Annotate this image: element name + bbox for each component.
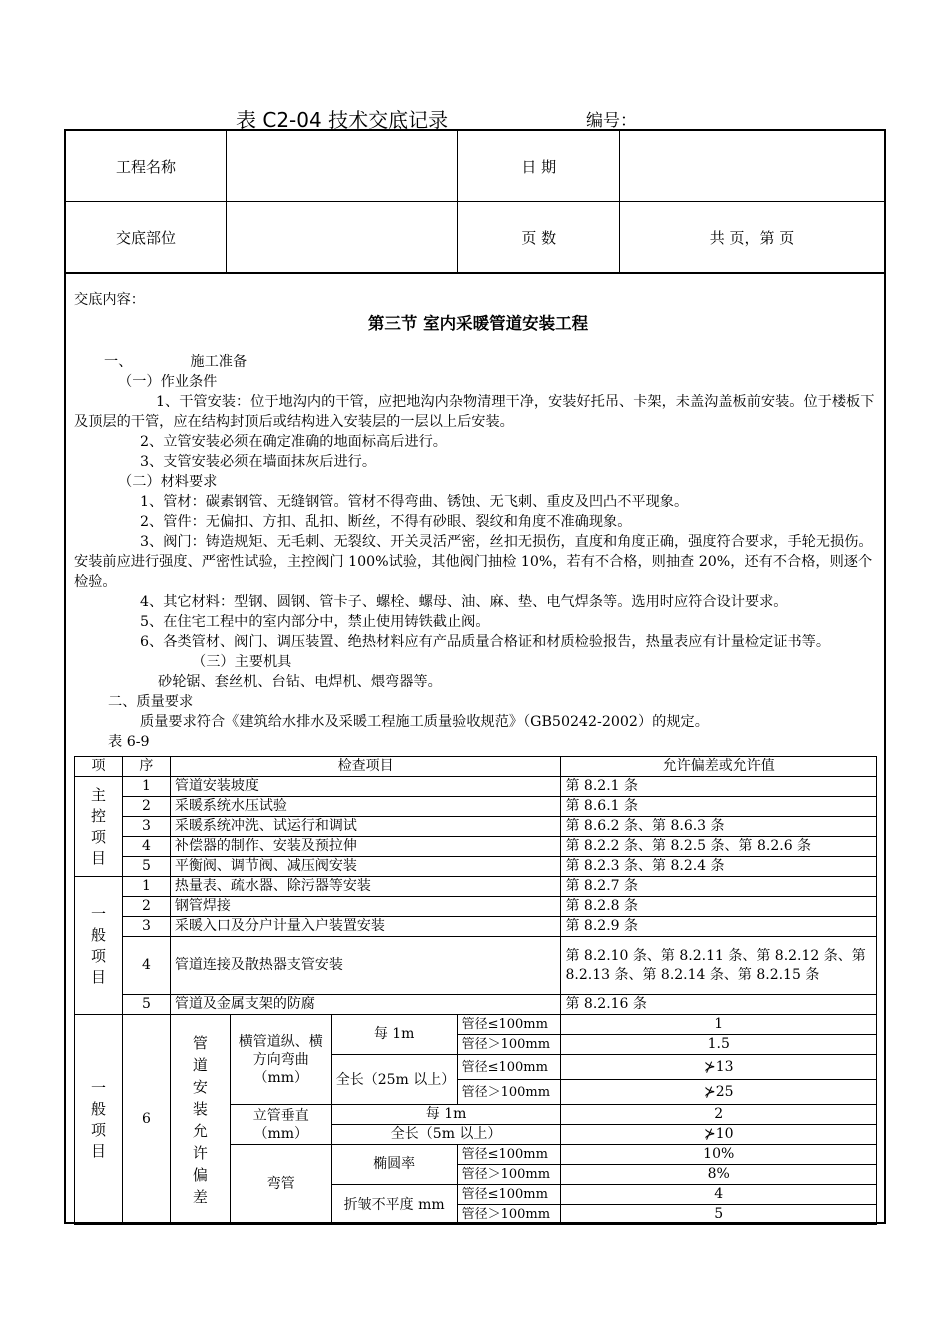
check-item: 管道安装坡度 (170, 777, 561, 797)
paragraph: 2、管件：无偏扣、方扣、乱扣、断丝，不得有砂眼、裂纹和角度不准确现象。 (140, 514, 632, 530)
full-length-label: 全长（5m 以上） (331, 1125, 561, 1145)
paragraph: 质量要求符合《建筑给水排水及采暖工程施工质量验收规范》（GB50242-2002）的规定。 (140, 714, 709, 730)
section-1-number: 一、 (104, 354, 133, 370)
check-item: 钢管焊接 (170, 897, 561, 917)
row-number: 4 (122, 937, 170, 995)
subsection-title: （一）作业条件 (118, 374, 218, 390)
part-label: 交底部位 (65, 202, 227, 274)
subsection-title: （三）主要机具 (192, 654, 292, 670)
row-number: 1 (122, 777, 170, 797)
section-1-title-line (74, 352, 882, 372)
pages-label: 页 数 (458, 202, 620, 274)
table-row (75, 995, 877, 1015)
allowed-value: 第 8.2.9 条 (561, 917, 877, 937)
per-meter-label: 每 1m (331, 1105, 561, 1125)
diameter-label: 管径＞100mm (457, 1165, 561, 1185)
horizontal-pipe-label: 横管道纵、横方向弯曲（mm） (230, 1015, 331, 1105)
check-item: 采暖系统水压试验 (170, 797, 561, 817)
allowed-value: 第 8.2.7 条 (561, 877, 877, 897)
table-row (75, 817, 877, 837)
paragraph: 2、立管安装必须在确定准确的地面标高后进行。 (140, 434, 447, 450)
table-row (75, 897, 877, 917)
row-number: 5 (122, 995, 170, 1015)
bend-pipe-label: 弯管 (230, 1145, 331, 1225)
form-title: 表 C2-04 技术交底记录 (236, 108, 449, 132)
paragraph: 4、其它材料：型钢、圆钢、管卡子、螺栓、螺母、油、麻、垫、电气焊条等。选用时应符合设计要求。 (140, 594, 788, 610)
row-number: 2 (122, 797, 170, 817)
section-2-title: 二、质量要求 (108, 694, 194, 710)
paragraph: 6、各类管材、阀门、调压装置、绝热材料应有产品质量合格证和材质检验报告，热量表应有计量检定证书等。 (140, 634, 831, 650)
ellipticity-label: 椭圆率 (331, 1145, 457, 1185)
project-label: 工程名称 (65, 130, 227, 202)
tolerance-value: 2 (561, 1105, 877, 1125)
allowed-value: 第 8.2.2 条、第 8.2.5 条、第 8.2.6 条 (561, 837, 877, 857)
table-row (75, 797, 877, 817)
table-row (75, 1015, 877, 1035)
check-item: 采暖入口及分户计量入户装置安装 (170, 917, 561, 937)
tolerance-value: ⊁13 (561, 1055, 877, 1080)
date-label: 日 期 (458, 130, 620, 202)
tolerance-value: 5 (561, 1205, 877, 1225)
info-row (65, 130, 885, 202)
paragraph: 1、干管安装：位于地沟内的干管，应把地沟内杂物清理干净，安装好托吊、卡架，未盖沟盖板前安装。位于楼板下及顶层的干管，应在结构封顶后或结构进入安装层的一层以上后安装。 (74, 394, 875, 430)
check-item: 管道连接及散热器支管安装 (170, 937, 561, 995)
tolerance-category: 管 道 安 装 允 许 偏 差 (170, 1015, 230, 1225)
check-item: 平衡阀、调节阀、减压阀安装 (170, 857, 561, 877)
section-1-title: 施工准备 (190, 354, 248, 370)
group-general: 一 般 项 目 (75, 877, 123, 1015)
date-value[interactable] (620, 130, 885, 202)
allowed-value: 第 8.6.1 条 (561, 797, 877, 817)
allowed-value: 第 8.2.8 条 (561, 897, 877, 917)
part-value[interactable] (227, 202, 458, 274)
table-row (75, 857, 877, 877)
diameter-label: 管径＞100mm (457, 1080, 561, 1105)
subsection-title: （二）材料要求 (118, 474, 218, 490)
paragraph: 3、支管安装必须在墙面抹灰后进行。 (140, 454, 377, 470)
row-number: 6 (122, 1015, 170, 1225)
check-item: 采暖系统冲洗、试运行和调试 (170, 817, 561, 837)
group-main-control: 主 控 项 目 (75, 777, 123, 877)
disclosure-content (74, 290, 882, 752)
tolerance-value: 10% (561, 1145, 877, 1165)
header-cell: 项 (75, 757, 123, 777)
spec-table (74, 756, 877, 1225)
tolerance-value: ⊁25 (561, 1080, 877, 1105)
paragraph: 砂轮锯、套丝机、台钻、电焊机、煨弯器等。 (158, 674, 442, 690)
tolerance-value: 8% (561, 1165, 877, 1185)
table-row (75, 917, 877, 937)
tolerance-value: 4 (561, 1185, 877, 1205)
diameter-label: 管径≤100mm (457, 1015, 561, 1035)
header-cell: 允许偏差或允许值 (561, 757, 877, 777)
group-general-2: 一 般 项 目 (75, 1015, 123, 1225)
full-length-label: 全长（25m 以上） (331, 1055, 457, 1105)
paragraph: 5、在住宅工程中的室内部分中，禁止使用铸铁截止阀。 (140, 614, 490, 630)
diameter-label: 管径＞100mm (457, 1205, 561, 1225)
vertical-pipe-label: 立管垂直（mm） (230, 1105, 331, 1145)
paragraph: 1、管材：碳素钢管、无缝钢管。管材不得弯曲、锈蚀、无飞刺、重皮及凹凸不平现象。 (140, 494, 689, 510)
form-number-label: 编号： (586, 111, 637, 131)
table-row (75, 777, 877, 797)
tolerance-value: 1 (561, 1015, 877, 1035)
allowed-value: 第 8.2.1 条 (561, 777, 877, 797)
row-number: 3 (122, 917, 170, 937)
row-number: 4 (122, 837, 170, 857)
content-intro: 交底内容： (74, 292, 145, 308)
check-item: 管道及金属支架的防腐 (170, 995, 561, 1015)
tolerance-value: ⊁10 (561, 1125, 877, 1145)
info-table (64, 129, 886, 274)
allowed-value: 第 8.6.2 条、第 8.6.3 条 (561, 817, 877, 837)
tolerance-value: 1.5 (561, 1035, 877, 1055)
per-meter-label: 每 1m (331, 1015, 457, 1055)
table-row (75, 837, 877, 857)
allowed-value: 第 8.2.10 条、第 8.2.11 条、第 8.2.12 条、第 8.2.13 条、第 8.2.14 条、第 8.2.15 条 (561, 937, 877, 995)
header-cell: 检查项目 (170, 757, 561, 777)
pages-value: 共 页，第 页 (620, 202, 885, 274)
table-row (75, 877, 877, 897)
check-item: 热量表、疏水器、除污器等安装 (170, 877, 561, 897)
table-row (75, 937, 877, 995)
diameter-label: 管径≤100mm (457, 1145, 561, 1165)
row-number: 2 (122, 897, 170, 917)
table-label: 表 6-9 (108, 734, 150, 750)
check-item: 补偿器的制作、安装及预拉伸 (170, 837, 561, 857)
row-number: 1 (122, 877, 170, 897)
header-cell: 序 (122, 757, 170, 777)
diameter-label: 管径≤100mm (457, 1055, 561, 1080)
table-header-row (75, 757, 877, 777)
project-value[interactable] (227, 130, 458, 202)
form-title-bar (0, 104, 950, 132)
info-row (65, 202, 885, 274)
wrinkle-label: 折皱不平度 mm (331, 1185, 457, 1225)
row-number: 3 (122, 817, 170, 837)
paragraph: 3、阀门：铸造规矩、无毛刺、无裂纹、开关灵活严密，丝扣无损伤，直度和角度正确，强度符合要求，手轮无损伤。安装前应进行强度、严密性试验，主控阀门 100%试验，其他阀门抽检 10%，若有不合格，则抽查 20%，还有不合格，则逐个检验。 (74, 534, 873, 590)
diameter-label: 管径≤100mm (457, 1185, 561, 1205)
allowed-value: 第 8.2.16 条 (561, 995, 877, 1015)
row-number: 5 (122, 857, 170, 877)
allowed-value: 第 8.2.3 条、第 8.2.4 条 (561, 857, 877, 877)
section-heading: 第三节 室内采暖管道安装工程 (367, 314, 589, 333)
diameter-label: 管径＞100mm (457, 1035, 561, 1055)
